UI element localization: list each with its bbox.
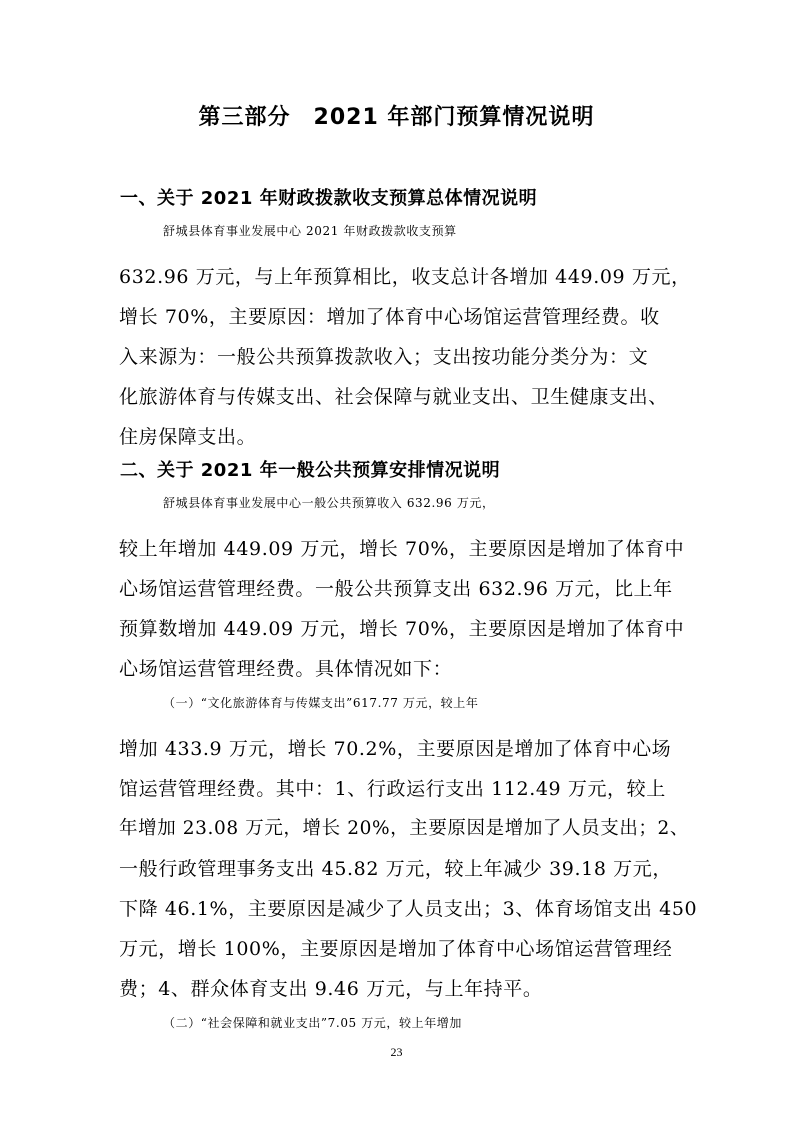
paragraph-line: 增长 70%，主要原因：增加了体育中心场馆运营管理经费。收 xyxy=(119,306,660,328)
paragraph-line: 化旅游体育与传媒支出、社会保障与就业支出、卫生健康支出、 xyxy=(119,386,668,408)
paragraph-line: （二）“社会保障和就业支出”7.05 万元，较上年增加 xyxy=(163,1016,463,1030)
section-1-heading: 一、关于 2021 年财政拨款收支预算总体情况说明 xyxy=(120,188,538,209)
paragraph-line: 较上年增加 449.09 万元，增长 70%，主要原因是增加了体育中 xyxy=(119,538,685,560)
paragraph-line: 住房保障支出。 xyxy=(119,426,257,448)
paragraph-line: 增加 433.9 万元，增长 70.2%，主要原因是增加了体育中心场 xyxy=(119,738,672,760)
paragraph-line: 632.96 万元，与上年预算相比，收支总计各增加 449.09 万元， xyxy=(119,266,691,288)
paragraph-line: 万元，增长 100%，主要原因是增加了体育中心场馆运营管理经 xyxy=(119,938,673,960)
paragraph-line: 心场馆运营管理经费。一般公共预算支出 632.96 万元，比上年 xyxy=(119,578,673,600)
paragraph-line: 预算数增加 449.09 万元，增长 70%，主要原因是增加了体育中 xyxy=(119,618,685,640)
paragraph-line: 年增加 23.08 万元，增长 20%，主要原因是增加了人员支出；2、 xyxy=(119,818,689,839)
paragraph-line: 舒城县体育事业发展中心一般公共预算收入 632.96 万元， xyxy=(163,496,495,510)
paragraph-line: 舒城县体育事业发展中心 2021 年财政拨款收支预算 xyxy=(163,224,457,238)
paragraph-line: 馆运营管理经费。其中：1、行政运行支出 112.49 万元，较上 xyxy=(119,778,666,800)
paragraph-line: 心场馆运营管理经费。具体情况如下： xyxy=(119,658,453,680)
page-number: 23 xyxy=(390,1045,403,1059)
paragraph-line: 入来源为：一般公共预算拨款收入；支出按功能分类分为：文 xyxy=(119,346,649,368)
paragraph-line: 一般行政管理事务支出 45.82 万元，较上年减少 39.18 万元， xyxy=(119,858,672,880)
section-2-heading: 二、关于 2021 年一般公共预算安排情况说明 xyxy=(120,460,501,481)
page-title: 第三部分 2021 年部门预算情况说明 xyxy=(198,105,595,130)
paragraph-line: 费；4、群众体育支出 9.46 万元，与上年持平。 xyxy=(119,978,543,1000)
paragraph-line: 下降 46.1%，主要原因是减少了人员支出；3、体育场馆支出 450 xyxy=(119,898,698,920)
paragraph-line: （一）“文化旅游体育与传媒支出”617.77 万元，较上年 xyxy=(163,696,479,710)
